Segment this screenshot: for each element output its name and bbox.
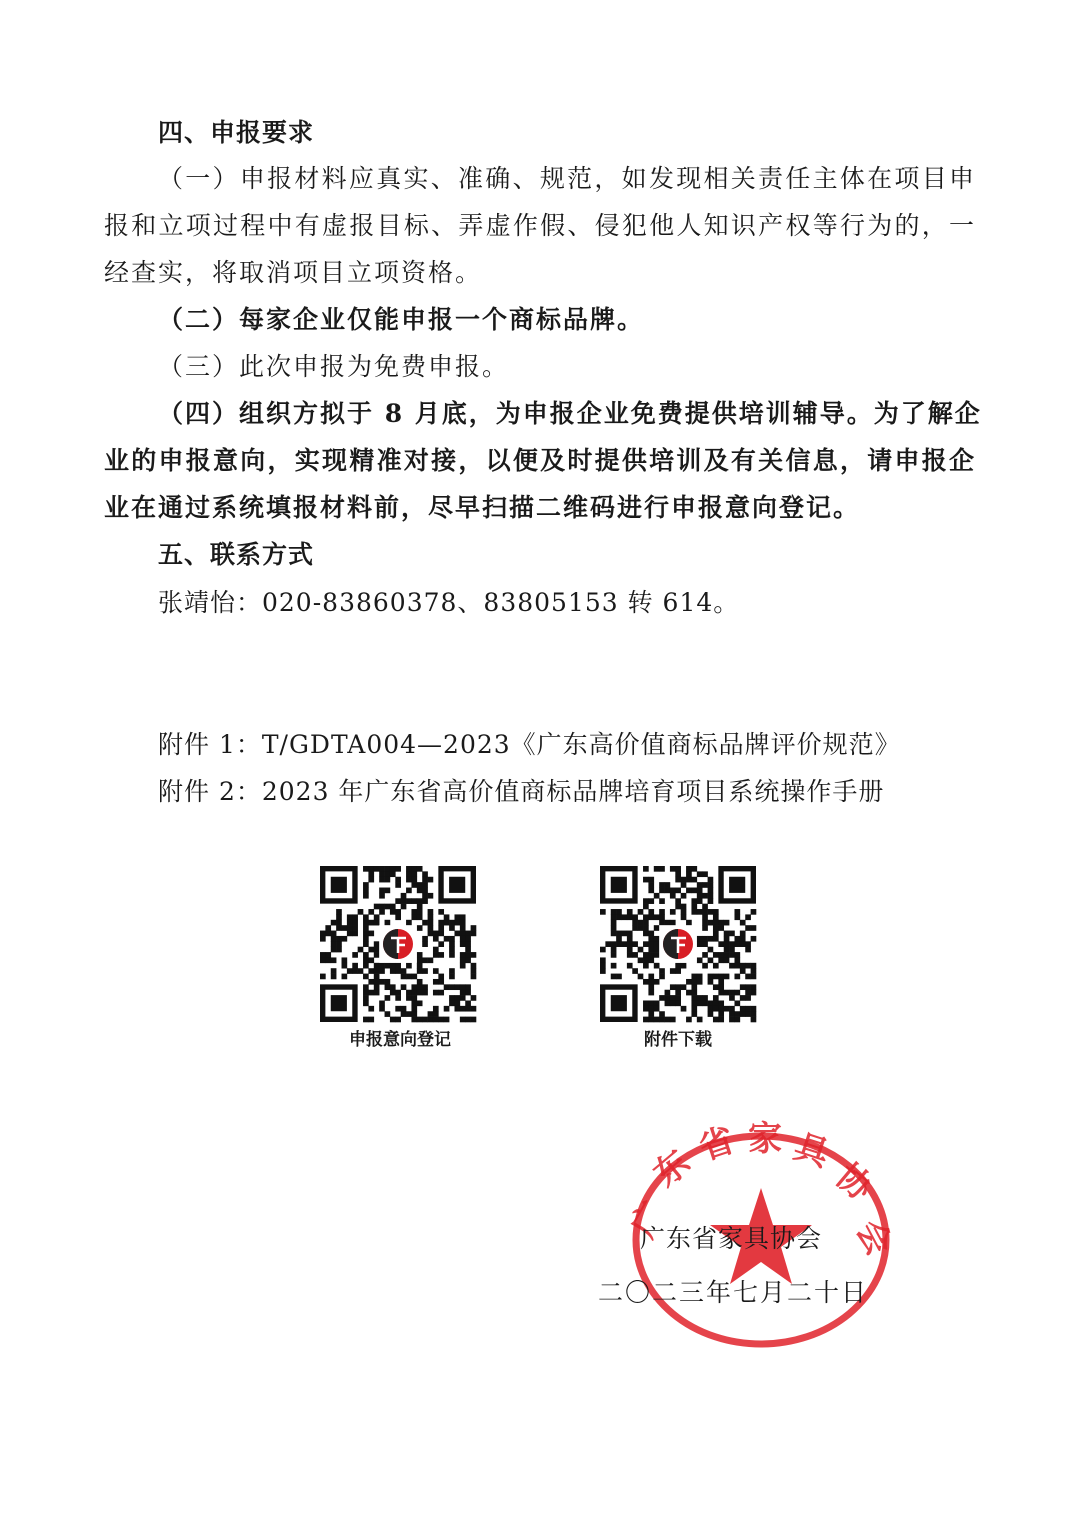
svg-text:协: 协 bbox=[828, 1156, 880, 1209]
item-1-line-1: （一）申报材料应真实、准确、规范，如发现相关责任主体在项目申 bbox=[158, 164, 976, 193]
section-5-heading: 五、联系方式 bbox=[158, 540, 315, 569]
svg-text:具: 具 bbox=[789, 1126, 834, 1176]
item-4-line-3: 业在通过系统填报材料前，尽早扫描二维码进行申报意向登记。 bbox=[104, 493, 861, 522]
item-3: （三）此次申报为免费申报。 bbox=[158, 352, 510, 381]
svg-text:东: 东 bbox=[646, 1142, 698, 1195]
svg-text:广: 广 bbox=[623, 1195, 675, 1245]
svg-text:会: 会 bbox=[848, 1213, 900, 1263]
item-4-line-1: （四）组织方拟于 8 月底，为申报企业免费提供培训辅导。为了解企 bbox=[158, 399, 982, 428]
qr-code-graphic bbox=[600, 866, 756, 1022]
svg-text:家: 家 bbox=[748, 1119, 782, 1159]
signature-date: 二〇二三年七月二十日 bbox=[598, 1278, 869, 1307]
qr-code-icon[interactable] bbox=[600, 866, 756, 1022]
signature-org: 广东省家具协会 bbox=[640, 1224, 823, 1253]
item-2: （二）每家企业仅能申报一个商标品牌。 bbox=[158, 305, 645, 334]
item-1-line-3: 经查实，将取消项目立项资格。 bbox=[104, 258, 483, 287]
qr-code-graphic bbox=[320, 866, 476, 1022]
attachment-2: 附件 2：2023 年广东省高价值商标品牌培育项目系统操作手册 bbox=[158, 777, 885, 806]
qr-label-download: 附件下载 bbox=[644, 1030, 712, 1050]
section-4-heading: 四、申报要求 bbox=[158, 118, 315, 147]
qr-label-registration: 申报意向登记 bbox=[349, 1030, 451, 1050]
attachment-1: 附件 1：T/GDTA004—2023《广东高价值商标品牌评价规范》 bbox=[158, 730, 901, 759]
qr-code-icon[interactable] bbox=[320, 866, 476, 1022]
item-4-line-2: 业的申报意向，实现精准对接，以便及时提供培训及有关信息，请申报企 bbox=[104, 446, 976, 475]
item-1-line-2: 报和立项过程中有虚报目标、弄虚作假、侵犯他人知识产权等行为的，一 bbox=[104, 211, 976, 240]
contact-line: 张靖怡：020-83860378、83805153 转 614。 bbox=[158, 588, 740, 617]
svg-text:省: 省 bbox=[694, 1120, 740, 1169]
